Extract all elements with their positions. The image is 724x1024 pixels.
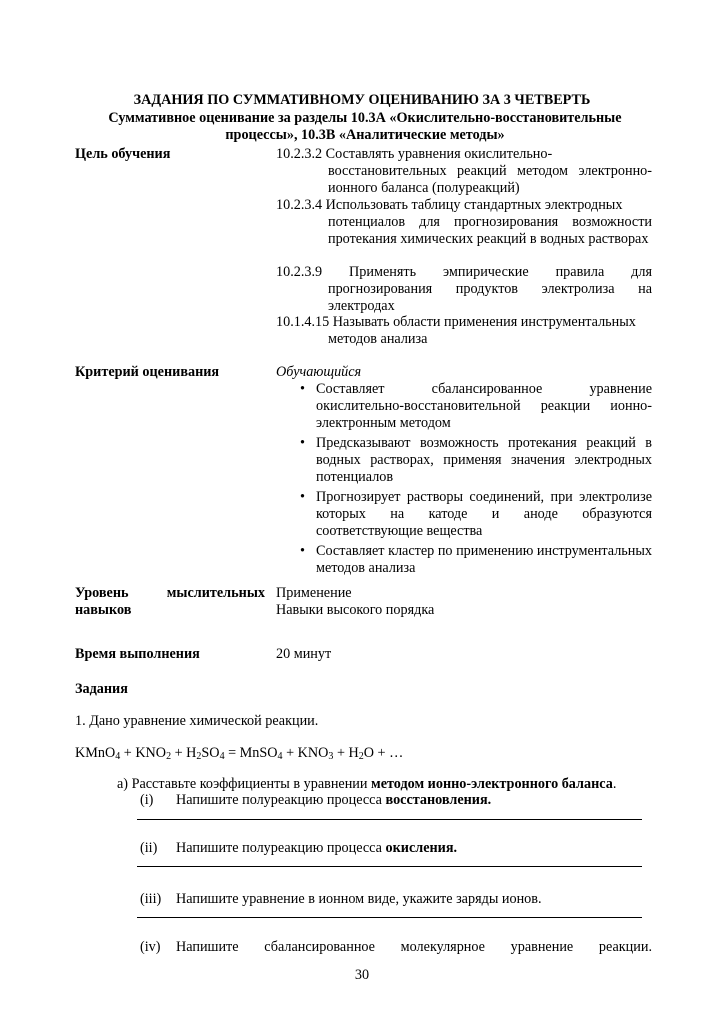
skills-label-line-1: Уровень мыслительных [75,585,265,601]
subitem-text: Напишите сбалансированное молекулярное уравнение реакции. [176,939,652,955]
subitem-text: Напишите полуреакцию процесса окисления. [176,840,458,856]
bullet-icon: • [300,381,305,397]
objectives-label: Цель обучения [75,146,171,162]
criteria-intro: Обучающийся [276,364,362,380]
list-item [276,435,652,486]
criterion-text: Прогнозирует растворы соединений, при электролизе которых на катоде и аноде образуются соответствующие вещества [316,489,652,539]
page-title: ЗАДАНИЯ ПО СУММАТИВНОМУ ОЦЕНИВАНИЮ ЗА 3 ЧЕТВЕРТЬ [133,92,591,108]
page-subtitle [90,110,640,144]
task-1-intro: 1. Дано уравнение химической реакции. [75,713,319,729]
bullet-icon: • [300,435,305,451]
objective-item-2 [276,197,652,248]
criteria-label: Критерий оценивания [75,364,220,380]
time-label: Время выполнения [75,646,200,662]
skills-value-2: Навыки высокого порядка [276,602,435,618]
list-item [276,489,652,540]
criterion-text: Составляет сбалансированное уравнение окислительно-восстановительной реакции ионно-электронным методом [316,381,652,431]
skills-label-line-2: навыков [75,602,132,618]
page-number: 30 [354,967,370,983]
objective-line: 10.2.3.2 Составлять уравнения окислительно- [276,146,553,162]
objective-item-3 [276,264,652,315]
bullet-icon: • [300,489,305,505]
list-item [276,381,652,432]
subtitle-line-2: процессы», 10.3В «Аналитические методы» [225,127,505,143]
criterion-text: Составляет кластер по применению инструментальных методов анализа [316,543,652,576]
objective-text: восстановительных реакций методом электронно-ионного баланса (полуреакций) [328,163,652,196]
objective-text: прогнозирования продуктов электролиза на электродах [328,281,652,314]
criteria-list [276,381,652,580]
time-value: 20 минут [276,646,332,662]
skills-value-1: Применение [276,585,352,601]
subtitle-line-1: Суммативное оценивание за разделы 10.3А «Окислительно-восстановительные [108,110,622,126]
subitem-number: (iv) [140,939,161,955]
subitem-number: (iii) [140,891,162,907]
bullet-icon: • [300,543,305,559]
part-a-instruction: а) Расставьте коэффициенты в уравнении методом ионно-электронного баланса. [117,776,617,792]
objective-text: методов анализа [328,331,428,347]
answer-line[interactable] [137,819,642,820]
objective-text: потенциалов для прогнозирования возможности протекания химических реакций в водных растворах [328,214,652,247]
subitem-number: (ii) [140,840,158,856]
objective-line: 10.2.3.9 Применять эмпирические правила для [276,264,652,280]
subitem-text: Напишите полуреакцию процесса восстановления. [176,792,492,808]
chemical-equation: KMnO$_4$ + $KNO_2 + H_2SO_4$ = MnSO$_4$ + $KNO_3 + H_2O$ + … [75,745,404,762]
objective-line: 10.1.4.15 Называть области применения инструментальных [276,314,636,330]
subitem-text: Напишите уравнение в ионном виде, укажите заряды ионов. [176,891,542,907]
answer-line[interactable] [137,866,642,867]
objective-line: 10.2.3.4 Использовать таблицу стандартных электродных [276,197,623,213]
objective-item-1 [276,146,652,197]
list-item [276,543,652,577]
skills-value [276,585,434,619]
subitem-number: (i) [140,792,154,808]
tasks-heading: Задания [75,681,128,697]
answer-line[interactable] [137,917,642,918]
skills-label [75,585,265,619]
objective-item-4 [276,314,652,348]
criterion-text: Предсказывают возможность протекания реакций в водных растворах, применяя значения электродных потенциалов [316,435,652,485]
